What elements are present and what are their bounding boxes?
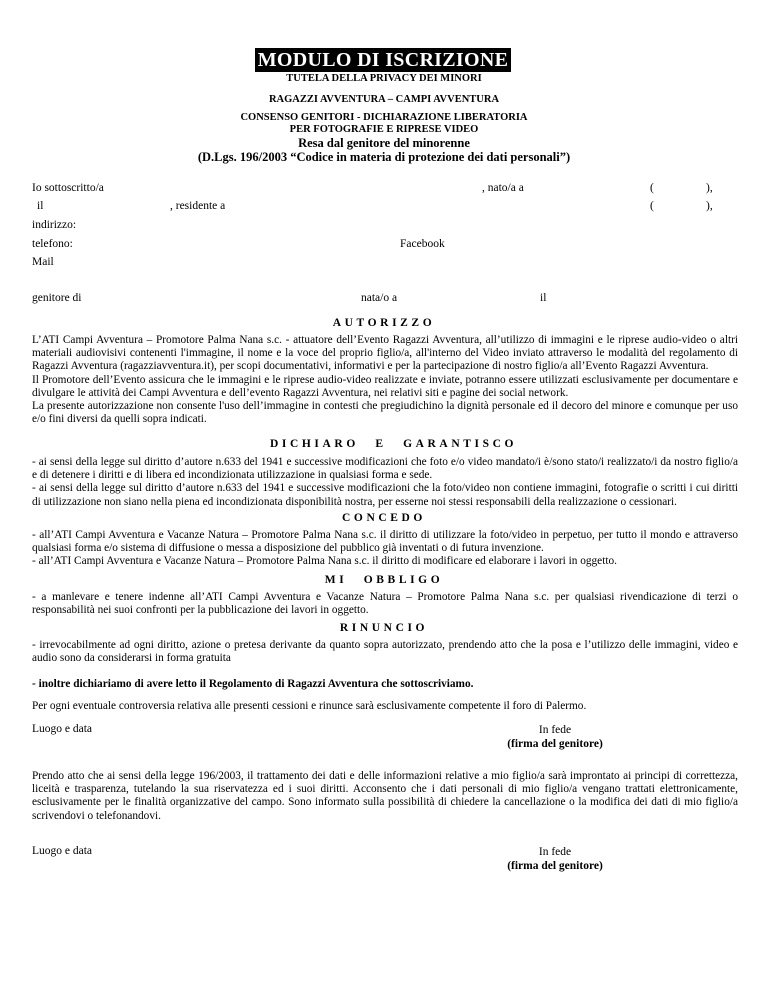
field-il: il bbox=[37, 200, 44, 212]
concedo-paragraph-2: - all’ATI Campi Avventura e Vacanze Natura – Promotore Palma Nana s.c. il diritto di modificare ed elaborare i lavori in oggetto. bbox=[32, 555, 617, 568]
subtitle-photo: PER FOTOGRAFIE E RIPRESE VIDEO bbox=[289, 124, 479, 135]
autorizzo-paragraph-3: La presente autorizzazione non consente l'uso dell’immagine in contesti che pregiudichino la dignità personale ed il decoro del minore e comunque per uso e/o fini diversi da quelli sopra indicati. bbox=[32, 400, 738, 426]
subtitle-law: (D.Lgs. 196/2003 “Codice in materia di protezione dei dati personali”) bbox=[197, 150, 571, 164]
heading-dichiaro: DICHIARO E GARANTISCO bbox=[270, 438, 518, 450]
autorizzo-paragraph-1: L’ATI Campi Avventura – Promotore Palma Nana s.c. - attuatore dell’Evento Ragazzi Avventura, all’utilizzo di immagini e le riprese audio-video o altri materiali audiovisivi contenenti l'immagine, il nome e la voce del proprio figlio/a, all'interno del Video inviato attraverso le modalità del regolamento di Ragazzi Avventura (ragazziavventura.it), per scopi documentativi, informativi e per la partecipazione di nostro figlio/a all’Evento Ragazzi Avventura. bbox=[32, 334, 738, 373]
field-il-figlio: il bbox=[540, 292, 547, 304]
subtitle-consent: CONSENSO GENITORI - DICHIARAZIONE LIBERATORIA bbox=[240, 112, 528, 123]
signature-block-2 bbox=[495, 845, 615, 873]
field-residente: , residente a bbox=[170, 200, 226, 212]
rinuncio-paragraph-1: - irrevocabilmente ad ogni diritto, azione o pretesa derivante da quanto sopra autorizzato, prendendo atto che la posa e l’utilizzo delle immagini, video e audio sono da considerarsi in forma gratuita bbox=[32, 639, 738, 665]
dichiaro-paragraph-2: - ai sensi della legge sul diritto d’autore n.633 del 1941 e successive modificazioni che la foto/video non contiene immagini, fotografie o scritti i cui diritti di utilizzazione non siano nella piena ed incondizionata disponibilità nostra, per esserne noi stessi responsabili della realizzazione o cessionari. bbox=[32, 482, 738, 508]
in-fede-1: In fede bbox=[538, 724, 572, 736]
firma-genitore-2: (firma del genitore) bbox=[507, 860, 603, 872]
concedo-paragraph-1: - all’ATI Campi Avventura e Vacanze Natura – Promotore Palma Nana s.c. il diritto di utilizzare la foto/video in perpetuo, per tutto il mondo e attraverso qualsiasi forma e/o sistema di diffusione o messa a disposizione del pubblico già inventati o di futura invenzione. bbox=[32, 529, 738, 555]
field-mail: Mail bbox=[32, 256, 54, 268]
field-facebook: Facebook bbox=[400, 238, 445, 250]
autorizzo-paragraph-2: Il Promotore dell’Evento assicura che le immagini e le riprese audio-video realizzate e inviate, potranno essere utilizzati esclusivamente per documentare e divulgare le attività dei Campi Avventura e dell’evento Ragazzi Avventura, nei relativi siti e pagine dei social network. bbox=[32, 373, 738, 399]
heading-rinuncio: RINUNCIO bbox=[339, 622, 429, 634]
luogo-data-1: Luogo e data bbox=[32, 723, 93, 735]
dichiaro-text bbox=[32, 456, 738, 509]
field-paren-open-2: ( bbox=[650, 200, 654, 212]
field-sottoscritto: Io sottoscritto/a bbox=[32, 182, 104, 194]
field-paren-open: ( bbox=[650, 182, 654, 194]
dichiaro-paragraph-1: - ai sensi della legge sul diritto d’autore n.633 del 1941 e successive modificazioni che foto e/o video mandato/i è/sono stato/i realizzato/i da nostro figlio/a e di detenere i diritti e di libera ed incondizionata utilizzazione in qualsiasi forma e sede. bbox=[32, 456, 738, 482]
document-title: MODULO DI ISCRIZIONE bbox=[255, 48, 511, 72]
heading-concedo: CONCEDO bbox=[342, 512, 426, 524]
field-paren-close: ), bbox=[706, 182, 713, 194]
field-genitore: genitore di bbox=[32, 292, 82, 304]
autorizzo-text bbox=[32, 334, 738, 426]
subtitle-resa: Resa dal genitore del minorenne bbox=[298, 136, 470, 150]
regolamento-text: - inoltre dichiariamo di avere letto il Regolamento di Ragazzi Avventura che sottoscriviamo. bbox=[32, 678, 474, 690]
concedo-text bbox=[32, 529, 738, 569]
field-paren-close-2: ), bbox=[706, 200, 713, 212]
heading-autorizzo: AUTORIZZO bbox=[332, 317, 436, 329]
field-nata-figlio: nata/o a bbox=[361, 292, 398, 304]
field-indirizzo: indirizzo: bbox=[32, 219, 77, 231]
privacy-text: Prendo atto che ai sensi della legge 196/2003, il trattamento dei dati e delle informazioni relative a mio figlio/a sarà improntato ai principi di correttezza, liceità e trasparenza, tutelando la sua riservatezza ed i suoi diritti. Acconsento che i dati personali di mio figlio/a vengano trattati elettronicamente, esclusivamente per le finalità organizzative del campo. Sono informato sulla possibilità di chiedere la cancellazione o la modifica dei dati di mio figlio/a scrivendovi o telefonandovi. bbox=[32, 770, 738, 822]
heading-obbligo: MI OBBLIGO bbox=[324, 574, 444, 586]
firma-genitore-1: (firma del genitore) bbox=[507, 738, 603, 750]
field-telefono: telefono: bbox=[32, 238, 73, 250]
subtitle-privacy: TUTELA DELLA PRIVACY DEI MINORI bbox=[286, 73, 482, 84]
subtitle-event: RAGAZZI AVVENTURA – CAMPI AVVENTURA bbox=[268, 94, 500, 105]
foro-text: Per ogni eventuale controversia relativa alle presenti cessioni e rinunce sarà esclusivamente competente il foro di Palermo. bbox=[32, 700, 587, 712]
field-nato: , nato/a a bbox=[482, 182, 524, 194]
obbligo-paragraph-1: - a manlevare e tenere indenne all’ATI Campi Avventura e Vacanze Natura – Promotore Palma Nana s.c. per qualsiasi rivendicazione di terzi o responsabilità nei suoi confronti per la pubblicazione dei lavori in oggetto. bbox=[32, 591, 738, 617]
signature-block-1 bbox=[495, 723, 615, 751]
in-fede-2: In fede bbox=[538, 846, 572, 858]
luogo-data-2: Luogo e data bbox=[32, 845, 93, 857]
obbligo-text bbox=[32, 591, 738, 617]
rinuncio-text bbox=[32, 639, 738, 665]
